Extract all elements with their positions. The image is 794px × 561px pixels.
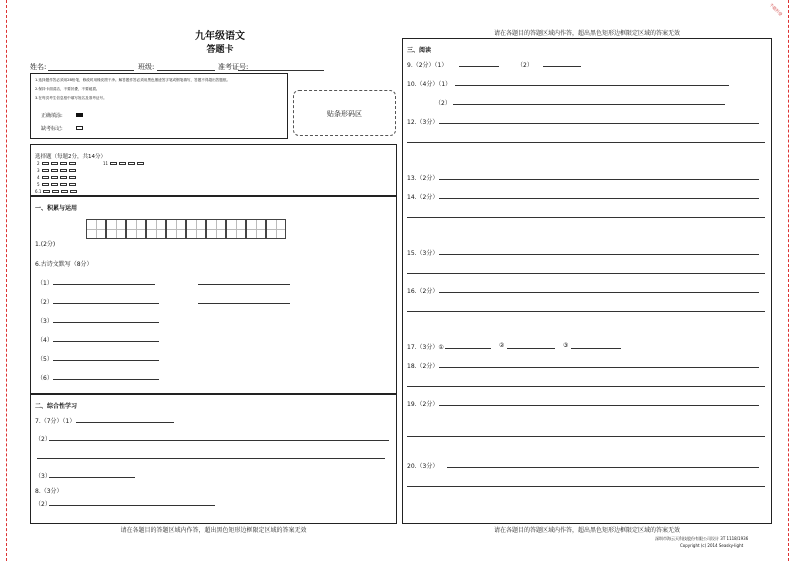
company-credit: 深圳市海云天科技股份有限公司设计 3T 1118/1936 <box>655 536 749 541</box>
q8-line[interactable] <box>49 505 215 506</box>
section1-title: 一、积累与运用 <box>35 205 78 212</box>
barcode-label: 贴条形码区 <box>327 110 362 118</box>
q6-item-3: （3） <box>37 318 53 325</box>
q15-line-2[interactable] <box>407 273 765 274</box>
q7-line-1[interactable] <box>76 422 174 423</box>
q17-c-label: ③ <box>563 342 569 349</box>
q6-item-6: （6） <box>37 375 53 382</box>
q12-line-1[interactable] <box>439 123 759 124</box>
page-subtitle: 答题卡 <box>206 45 234 55</box>
correct-fill-sample <box>76 113 83 117</box>
q16-line-2[interactable] <box>407 311 765 312</box>
q19-line-2[interactable] <box>407 436 765 437</box>
q6-line-1a[interactable] <box>53 284 155 285</box>
q12-line-2[interactable] <box>407 142 765 143</box>
q10-label: 10.（4分）（1） <box>407 81 452 88</box>
q10-line-1[interactable] <box>455 85 729 86</box>
copyright: Copyright (c) 2014 Seasky-light <box>680 543 744 548</box>
q17-line-3[interactable] <box>571 348 621 349</box>
q10-line-2[interactable] <box>453 104 725 105</box>
q6-item-1: （1） <box>37 280 53 287</box>
q7-3-label: （3） <box>35 473 51 480</box>
q9-2-label: （2） <box>517 62 533 69</box>
q6-item-5: （5） <box>37 356 53 363</box>
absent-mark-label: 缺考标记: <box>41 126 63 132</box>
q6-line-3[interactable] <box>53 322 159 323</box>
page-title: 九年级语文 <box>195 31 245 42</box>
class-field[interactable] <box>157 70 215 71</box>
q12-label: 12.（3分） <box>407 119 439 126</box>
q6-line-2b[interactable] <box>198 303 290 304</box>
right-header-notice: 请在各题目的答题区域内作答，超出黑色矩形边框限定区域的答案无效 <box>493 30 680 37</box>
right-footer-notice: 请在各题目的答题区域内作答，超出黑色矩形边框限定区域的答案无效 <box>493 527 680 534</box>
q18-line-2[interactable] <box>407 386 765 387</box>
q16-line-1[interactable] <box>439 292 759 293</box>
q19-line-1[interactable] <box>439 405 759 406</box>
q19-label: 19.（2分） <box>407 401 439 408</box>
q7-line-2b[interactable] <box>37 458 385 459</box>
barcode-area <box>293 90 396 136</box>
section-accumulation <box>30 196 397 394</box>
corner-stamp: 不能折叠 <box>768 2 784 17</box>
q15-label: 15.（3分） <box>407 250 439 257</box>
notes-line-1: 1.选择题作答必须用2B铅笔，修改时用橡皮擦干净。解答题作答必须用黑色墨迹签字笔或钢笔填写，答题不得超出答题框。 <box>35 78 231 82</box>
right-fold-line <box>788 0 789 561</box>
q17-label: 17.（3分）① <box>407 344 444 351</box>
q7-2-label: （2） <box>35 436 51 443</box>
q17-line-1[interactable] <box>445 348 491 349</box>
q17-b-label: ② <box>499 342 505 349</box>
choice-title: 选择题（每题2分，共14分） <box>35 154 106 160</box>
section-comprehensive <box>30 394 397 524</box>
section2-title: 二、综合性学习 <box>35 403 78 410</box>
q9-label: 9.（2分）（1） <box>407 62 448 69</box>
choice-section <box>30 144 397 196</box>
q20-line-2[interactable] <box>407 486 765 487</box>
left-footer-notice: 请在各题目的答题区域内作答，超出黑色矩形边框限定区域的答案无效 <box>120 527 307 534</box>
notes-line-2: 2.保持卡面清洁，不要折叠，不要破损。 <box>35 87 100 91</box>
q14-line-1[interactable] <box>439 198 759 199</box>
q6-line-1b[interactable] <box>198 284 290 285</box>
q13-line[interactable] <box>439 179 759 180</box>
q13-label: 13.（2分） <box>407 175 439 182</box>
section3-title: 三、阅读 <box>407 47 432 54</box>
q7-line-2a[interactable] <box>49 440 389 441</box>
section-reading <box>402 38 772 524</box>
q1-label: 1.(2分) <box>35 241 56 248</box>
q9-line-2[interactable] <box>543 66 581 67</box>
q6-line-2a[interactable] <box>53 303 159 304</box>
name-label: 姓名: <box>30 63 47 71</box>
q18-line-1[interactable] <box>439 367 759 368</box>
choice-row[interactable]: 6.1 <box>35 189 77 194</box>
q16-label: 16.（2分） <box>407 288 439 295</box>
q20-label: 20.（3分） <box>407 463 439 470</box>
q9-line-1[interactable] <box>459 66 499 67</box>
q15-line-1[interactable] <box>439 254 759 255</box>
q18-label: 18.（2分） <box>407 363 439 370</box>
q6-item-2: （2） <box>37 299 53 306</box>
name-field[interactable] <box>48 70 134 71</box>
choice-row[interactable]: 5 <box>37 182 76 187</box>
q6-line-6[interactable] <box>53 379 159 380</box>
q6-item-4: （4） <box>37 337 53 344</box>
q10-2-label: （2） <box>435 100 451 107</box>
exam-no-field[interactable] <box>238 70 324 71</box>
class-label: 班级: <box>138 63 155 71</box>
q20-line-1[interactable] <box>447 467 759 468</box>
exam-no-label: 准考证号: <box>218 63 249 71</box>
choice-row-extra[interactable]: 11 <box>103 161 144 166</box>
choice-row[interactable]: 3 <box>37 168 76 173</box>
q14-line-2[interactable] <box>407 217 765 218</box>
notes-box <box>30 73 288 139</box>
q6-label: 6.古诗文默写（8分） <box>35 261 93 268</box>
q7-label: 7.（7分）（1） <box>35 418 76 425</box>
choice-row[interactable]: 4 <box>37 175 76 180</box>
q8-label: 8.（3分） <box>35 488 63 495</box>
correct-fill-label: 正确填涂: <box>41 113 63 119</box>
q17-line-2[interactable] <box>507 348 555 349</box>
q14-label: 14.（2分） <box>407 194 439 201</box>
q8-2-label: （2） <box>35 501 51 508</box>
left-fold-line <box>6 0 7 561</box>
q7-line-3[interactable] <box>49 477 135 478</box>
absent-mark-box[interactable] <box>76 126 83 130</box>
character-grid[interactable] <box>86 219 286 239</box>
q6-line-4[interactable] <box>53 341 159 342</box>
choice-row[interactable]: 2 <box>37 161 76 166</box>
q6-line-5[interactable] <box>53 360 159 361</box>
notes-line-3: 3.在每页考生信息框中填写姓名及准考证号。 <box>35 96 107 100</box>
